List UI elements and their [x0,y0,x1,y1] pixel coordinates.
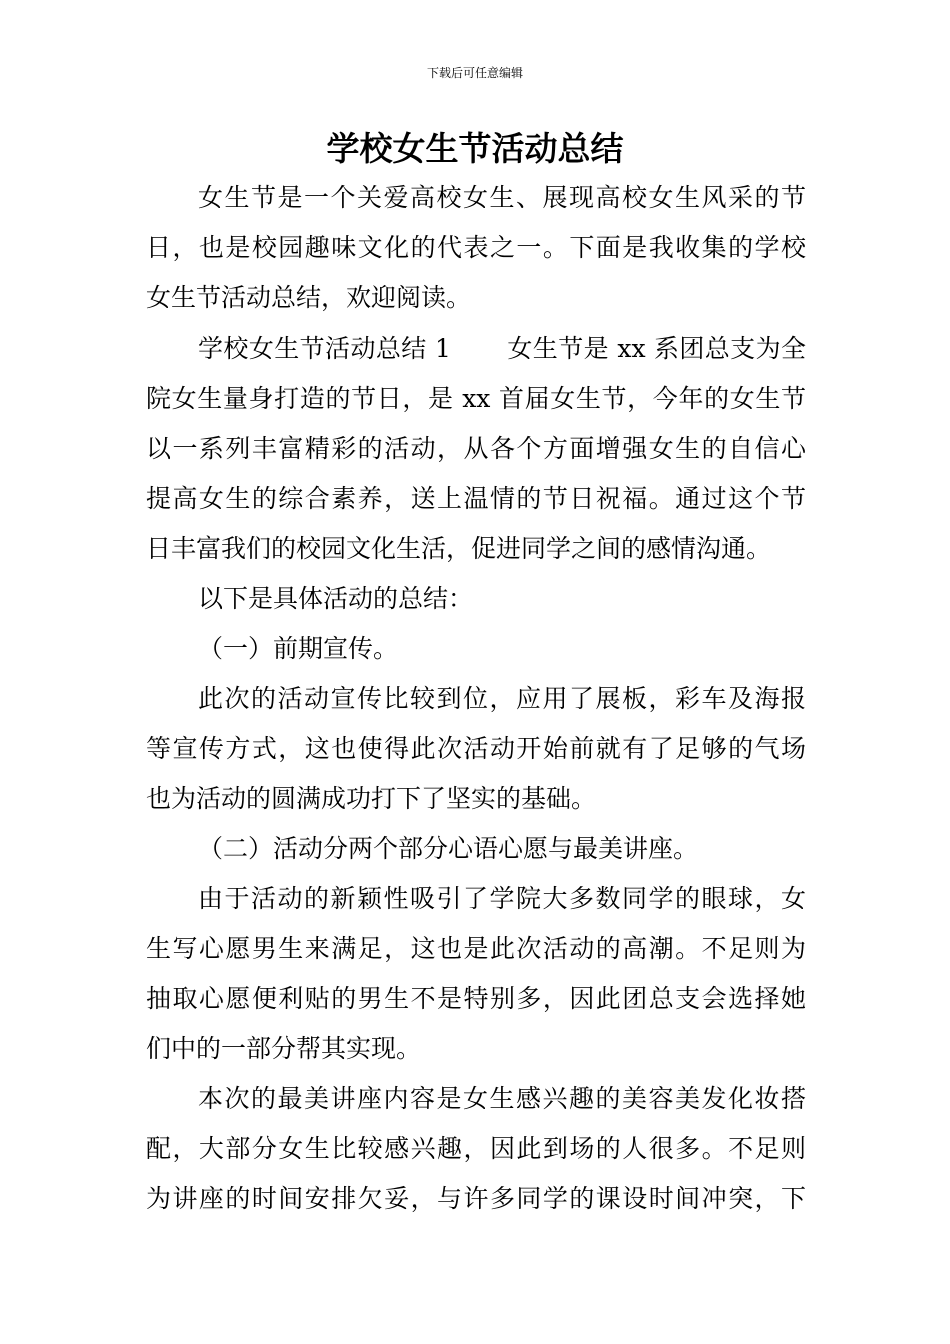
text-line: 女生节是一个关爱高校女生、展现高校女生风采的节 [198,183,806,212]
text-line: 配，大部分女生比较感兴趣，因此到场的人很多。不足则 [146,1134,806,1163]
text-line: 以下是具体活动的总结： [198,584,474,613]
text-line: 此次的活动宣传比较到位，应用了展板，彩车及海报 [198,684,806,713]
text-line: 日，也是校园趣味文化的代表之一。下面是我收集的学校 [146,233,806,262]
text-line: 由于活动的新颖性吸引了学院大多数同学的眼球，女 [198,884,806,913]
text-line: 也为活动的圆满成功打下了坚实的基础。 [146,784,597,813]
text-line: 以一系列丰富精彩的活动，从各个方面增强女生的自信心 [146,434,806,463]
subheading-line: （一）前期宣传。 [198,634,399,663]
section-title: 学校女生节活动总结 1 [198,334,451,363]
text-line: 们中的一部分帮其实现。 [146,1034,422,1063]
paragraph-heading-line [198,331,806,367]
section-lead-text: 女生节是 xx 系团总支为全 [506,334,806,363]
text-line: 提高女生的综合素养，送上温情的节日祝福。通过这个节 [146,484,806,513]
text-line: 等宣传方式，这也使得此次活动开始前就有了足够的气场 [146,734,806,763]
text-line: 院女生量身打造的节日，是 xx 首届女生节，今年的女生节 [146,384,806,413]
subheading-line: （二）活动分两个部分心语心愿与最美讲座。 [198,834,699,863]
text-line: 抽取心愿便利贴的男生不是特别多，因此团总支会选择她 [146,984,806,1013]
text-line: 本次的最美讲座内容是女生感兴趣的美容美发化妆搭 [198,1084,806,1113]
text-line: 日丰富我们的校园文化生活，促进同学之间的感情沟通。 [146,534,772,563]
page-title: 学校女生节活动总结 [326,129,624,168]
text-line: 生写心愿男生来满足，这也是此次活动的高潮。不足则为 [146,934,806,963]
header-note: 下载后可任意编辑 [426,66,523,80]
text-line: 为讲座的时间安排欠妥，与许多同学的课设时间冲突，下 [146,1184,806,1213]
text-line: 女生节活动总结，欢迎阅读。 [146,283,472,312]
